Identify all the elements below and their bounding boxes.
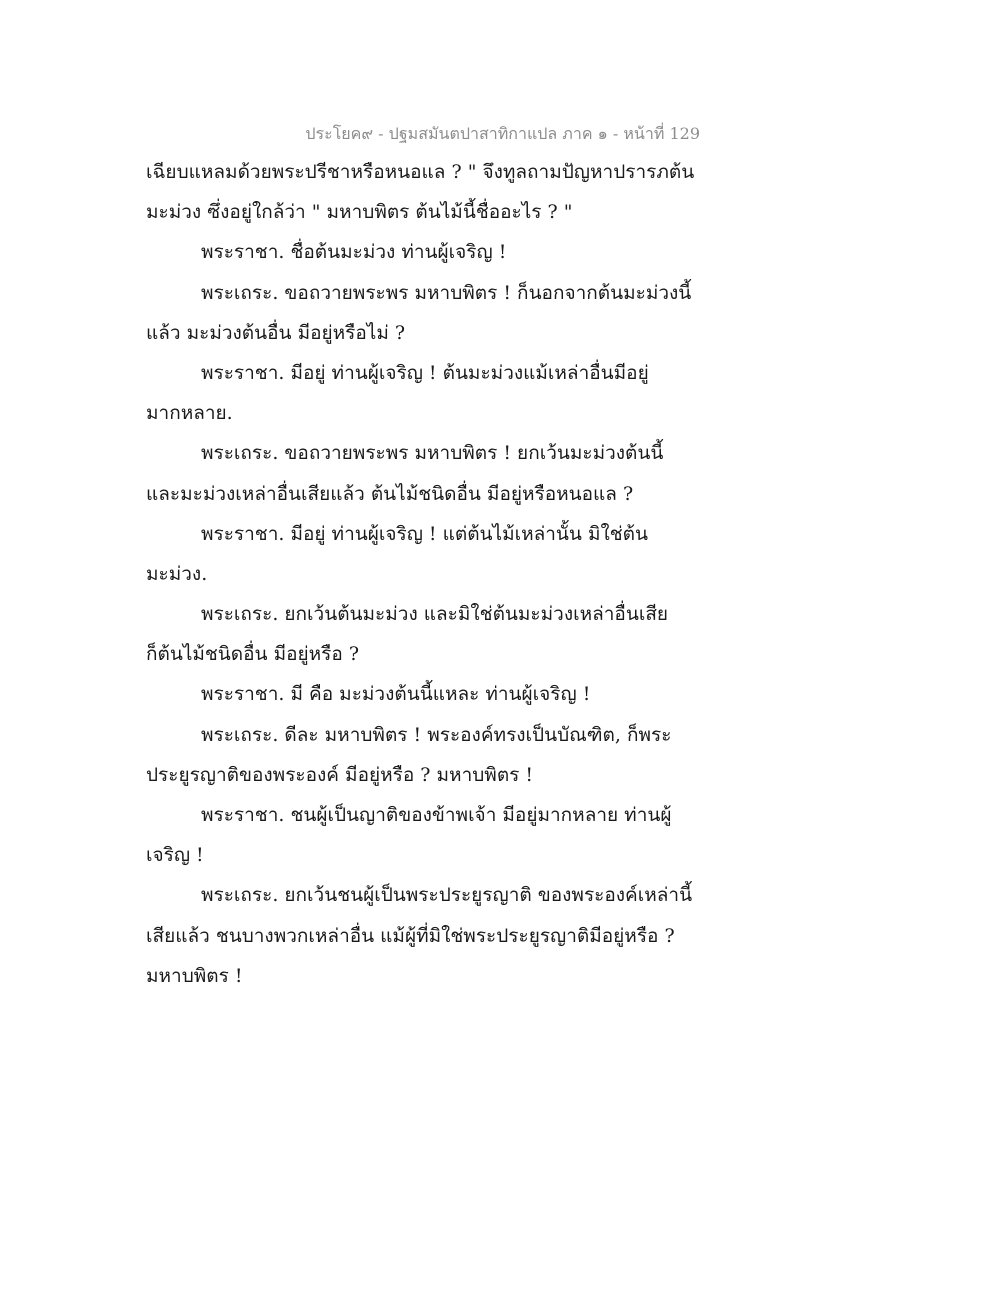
- text-line: พระราชา. ชื่อต้นมะม่วง ท่านผู้เจริญ !: [201, 241, 507, 264]
- text-line: มหาบพิตร !: [146, 964, 243, 987]
- text-line: มะม่วง.: [146, 562, 208, 585]
- text-line: พระราชา. ชนผู้เป็นญาติของข้าพเจ้า มีอยู่มากหลาย ท่านผู้: [201, 804, 672, 826]
- text-line: พระราชา. มี คือ มะม่วงต้นนี้แหละ ท่านผู้เจริญ !: [201, 683, 591, 706]
- text-line: พระเถระ. ขอถวายพระพร มหาบพิตร ! ยกเว้นมะม่วงต้นนี้: [201, 442, 664, 465]
- text-line: พระราชา. มีอยู่ ท่านผู้เจริญ ! ต้นมะม่วงแม้เหล่าอื่นมีอยู่: [201, 361, 649, 384]
- text-line: พระเถระ. ขอถวายพระพร มหาบพิตร ! ก็นอกจากต้นมะม่วงนี้: [201, 281, 692, 304]
- body-text: [146, 152, 706, 996]
- text-line: ประยูรญาติของพระองค์ มีอยู่หรือ ? มหาบพิตร !: [146, 763, 534, 786]
- text-line: พระเถระ. ยกเว้นต้นมะม่วง และมิใช่ต้นมะม่วงเหล่าอื่นเสีย: [201, 603, 669, 626]
- text-line: แล้ว มะม่วงต้นอื่น มีอยู่หรือไม่ ?: [146, 321, 406, 344]
- text-line: มากหลาย.: [146, 402, 233, 425]
- text-line: พระเถระ. ดีละ มหาบพิตร ! พระองค์ทรงเป็นบัณฑิต, ก็พระ: [201, 723, 672, 746]
- text-line: เฉียบแหลมด้วยพระปรีชาหรือหนอแล ? " จึงทูลถามปัญหาปรารภต้น: [146, 161, 695, 183]
- text-line: เจริญ !: [146, 844, 204, 867]
- text-line: และมะม่วงเหล่าอื่นเสียแล้ว ต้นไม้ชนิดอื่น มีอยู่หรือหนอแล ?: [146, 482, 634, 505]
- text-line: เสียแล้ว ชนบางพวกเหล่าอื่น แม้ผู้ที่มิใช่พระประยูรญาติมีอยู่หรือ ?: [146, 924, 675, 947]
- text-line: มะม่วง ซึ่งอยู่ใกล้ว่า " มหาบพิตร ต้นไม้นี้ชื่ออะไร ? ": [146, 201, 573, 224]
- page-header: ประโยค๙ - ปฐมสมันตปาสาทิกาแปล ภาค ๑ - หน้าที่ 129: [305, 124, 700, 143]
- text-line: พระเถระ. ยกเว้นชนผู้เป็นพระประยูรญาติ ของพระองค์เหล่านี้: [201, 884, 693, 907]
- text-line: พระราชา. มีอยู่ ท่านผู้เจริญ ! แต่ต้นไม้เหล่านั้น มิใช่ต้น: [201, 522, 648, 545]
- text-line: ก็ต้นไม้ชนิดอื่น มีอยู่หรือ ?: [146, 643, 360, 666]
